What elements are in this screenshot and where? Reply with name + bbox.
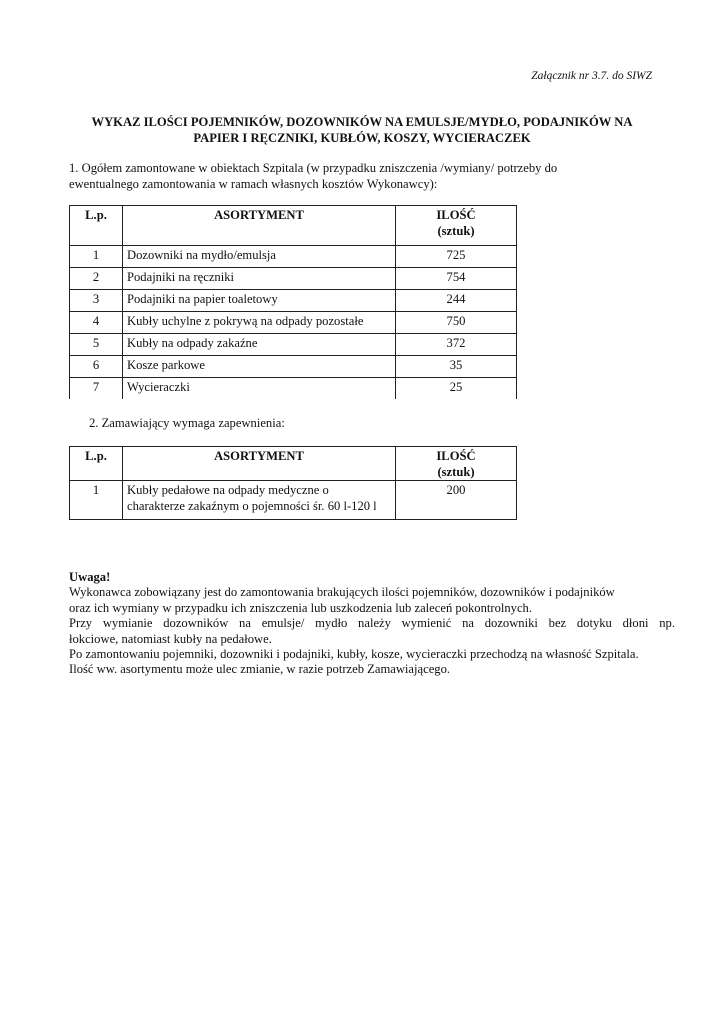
header-lp: L.p. (70, 206, 123, 246)
cell-lp: 4 (70, 312, 123, 334)
header-name: ASORTYMENT (123, 206, 396, 246)
cell-name: Kosze parkowe (123, 356, 396, 378)
note-line: Przy wymianie dozowników na emulsje/ mydło należy wymienić na dozowniki bez dotyku dłoni np. (69, 616, 675, 631)
cell-qty: 35 (396, 356, 517, 378)
header-qty-line: (sztuk) (437, 464, 475, 479)
note-line: oraz ich wymiany w przypadku ich zniszczenia lub uszkodzenia lub zaleceń pokontrolnych. (69, 600, 532, 615)
cell-lp: 3 (70, 290, 123, 312)
requirements-table (69, 446, 517, 520)
cell-name: Wycieraczki (123, 378, 396, 400)
cell-qty: 754 (396, 268, 517, 290)
table-row (70, 312, 517, 334)
cell-name (123, 481, 396, 520)
table-header-row (70, 447, 517, 481)
cell-name: Kubły uchylne z pokrywą na odpady pozostałe (123, 312, 396, 334)
cell-qty: 200 (396, 481, 517, 520)
cell-qty: 725 (396, 246, 517, 268)
annex-label: Załącznik nr 3.7. do SIWZ (531, 70, 652, 82)
table-row (70, 268, 517, 290)
cell-name-line: Kubły pedałowe na odpady medyczne o (127, 483, 329, 498)
document-title (60, 114, 664, 147)
cell-name: Dozowniki na mydło/emulsja (123, 246, 396, 268)
note-block (69, 570, 675, 678)
header-lp: L.p. (70, 447, 123, 481)
note-heading: Uwaga! (69, 570, 111, 584)
note-line: Wykonawca zobowiązany jest do zamontowania brakujących ilości pojemników, dozowników i podajników (69, 585, 615, 600)
header-qty (396, 447, 517, 481)
cell-name-line: charakterze zakaźnym o pojemności śr. 60 l-120 l (127, 499, 377, 514)
section1-intro (69, 161, 669, 192)
note-line: Ilość ww. asortymentu może ulec zmianie, w razie potrzeb Zamawiającego. (69, 662, 451, 677)
note-line: Po zamontowaniu pojemniki, dozowniki i podajniki, kubły, kosze, wycieraczki przechodzą na własność Szpitala. (69, 647, 639, 662)
cell-name: Podajniki na ręczniki (123, 268, 396, 290)
cell-qty: 25 (396, 378, 517, 400)
cell-lp: 2 (70, 268, 123, 290)
header-name: ASORTYMENT (123, 447, 396, 481)
cell-lp: 1 (70, 481, 123, 520)
title-line: PAPIER I RĘCZNIKI, KUBŁÓW, KOSZY, WYCIERACZEK (193, 131, 531, 146)
table-header-row (70, 206, 517, 246)
cell-lp: 5 (70, 334, 123, 356)
header-qty-line: ILOŚĆ (436, 449, 476, 463)
cell-name: Kubły na odpady zakaźne (123, 334, 396, 356)
table-row (70, 378, 517, 400)
intro-line: ewentualnego zamontowania w ramach własnych kosztów Wykonawcy): (69, 176, 438, 191)
cell-qty: 244 (396, 290, 517, 312)
intro-line: 1. Ogółem zamontowane w obiektach Szpitala (w przypadku zniszczenia /wymiany/ potrzeby do (69, 161, 558, 175)
inventory-table (69, 205, 517, 399)
header-qty-line: (sztuk) (437, 223, 475, 238)
note-line: łokciowe, natomiast kubły na pedałowe. (69, 631, 272, 646)
section2-intro: 2. Zamawiający wymaga zapewnienia: (89, 416, 285, 430)
table-row (70, 481, 517, 520)
cell-qty: 372 (396, 334, 517, 356)
header-qty-line: ILOŚĆ (436, 208, 476, 222)
table-row (70, 246, 517, 268)
table-row (70, 290, 517, 312)
cell-lp: 7 (70, 378, 123, 400)
cell-name: Podajniki na papier toaletowy (123, 290, 396, 312)
cell-qty: 750 (396, 312, 517, 334)
cell-lp: 6 (70, 356, 123, 378)
title-line: WYKAZ ILOŚCI POJEMNIKÓW, DOZOWNIKÓW NA EMULSJE/MYDŁO, PODAJNIKÓW NA (91, 115, 633, 129)
header-qty (396, 206, 517, 246)
cell-lp: 1 (70, 246, 123, 268)
table-row (70, 334, 517, 356)
table-row (70, 356, 517, 378)
